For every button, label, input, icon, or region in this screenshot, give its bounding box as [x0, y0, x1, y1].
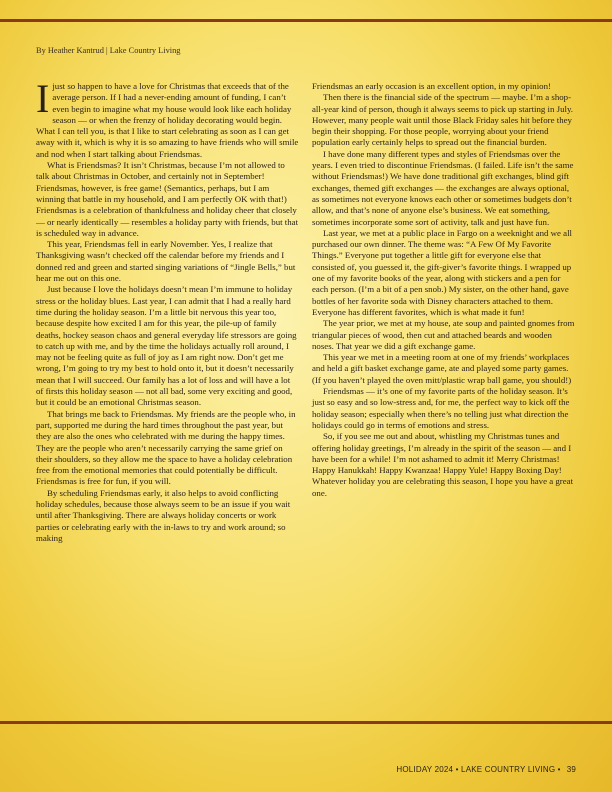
footer-label: HOLIDAY 2024 • LAKE COUNTRY LIVING •: [396, 765, 561, 774]
page-number: 39: [566, 765, 576, 774]
article-paragraph: This year, Friendsmas fell in early November. Yes, I realize that Thanksgiving wasn’t checked off the calendar before my friends and I donned red and green and started singing variations of “Jingle Bells,” but hear me out on this one.: [36, 239, 296, 284]
article-paragraph: Then there is the financial side of the spectrum — maybe. I’m a shop-all-year kind of person, though it always seems to pick up starting in July. However, many people wait until those Black Friday sales hit before they begin their shopping. For those people, worrying about your friend population early certainly helps to spread out the financial burden.: [312, 92, 574, 148]
paragraph-text: just so happen to have a love for Christmas that exceeds that of the average person. If I had a never-ending amount of funding, I can’t even begin to imagine what my house would look like each holiday season — or when the frenzy of holiday decorating would begin. What I can tell you, is that I like to start celebrating as soon as I can get away with it, which is why it is so amazing to have friends who will smile and nod when I start talking about Friendsmas.: [36, 81, 299, 159]
article-paragraph: This year we met in a meeting room at one of my friends’ workplaces and held a gift basket exchange game, ate and played some party games. (If you haven’t played the oven mitt/plastic wrap ball game, you should!): [312, 352, 572, 385]
article-paragraph: Just because I love the holidays doesn’t mean I’m immune to holiday stress or the holiday blues. Last year, I can admit that I had a really hard time during the holiday season. I’m a little bit nervous this year too, because despite how excited I am for this year, the pile-up of family deaths, hockey season chaos and general everyday life stressors are going to catch up with me, and by the time the holidays actually roll around, I may not be feeling quite as full of joy as I am right now. Don’t get me wrong, I’m going to try my best to hold onto it, but it doesn’t necessarily mean that I will succeed. Our family has a lot of loss and will have a lot of firsts this holiday season — not all bad, some very exciting and good, but it could be an emotional Christmas season.: [36, 284, 297, 408]
article-paragraph: Last year, we met at a public place in Fargo on a weeknight and we all purchased our own dinner. The theme was: “A Few Of My Favorite Things.” Everyone put together a little gift for everyone else that consisted of, you guessed it, the gift-giver’s favorite things. I wrapped up one of my favorite books of the year, along with stickers and a pen for each person. (I’m a bit of a pen snob.) My sister, on the other hand, gave bottles of her favorite soda with Disney characters attached to them. Everyone has different favorites, which is what made it fun!: [312, 227, 572, 317]
article-paragraph: Friendsmas an early occasion is an excellent option, in my opinion!: [312, 81, 551, 91]
article-column-left: [36, 76, 299, 544]
page-footer: [396, 765, 576, 774]
article-column-right: [312, 81, 575, 499]
top-rule: [0, 19, 612, 22]
article-paragraph: That brings me back to Friendsmas. My friends are the people who, in part, supported me during the hard times throughout the past year, but they are also the ones who celebrated with me during the happy times. They are the people who aren’t necessarily carrying the same grief on their shoulders, so they allow me the space to have a holiday celebration free from the emotional memories that could potentially be difficult. Friendsmas is free for fun, if you will.: [36, 408, 296, 487]
bottom-rule: [0, 721, 612, 724]
article-paragraph: What is Friendsmas? It isn’t Christmas, because I’m not allowed to talk about Christmas in October, and certainly not in September! Friendsmas, however, is free game! (Semantics, perhaps, but I am winning that battle in my household, and I am perfectly OK with that!) Friendsmas is a celebration of thankfulness and holiday cheer that closely — or nearly identically — resembles a holiday party with friends, but that is scheduled way in advance.: [36, 160, 299, 238]
drop-cap: I: [36, 76, 50, 121]
article-paragraph: So, if you see me out and about, whistling my Christmas tunes and offering holiday greetings, I’m already in the spirit of the season — and I have been for a while! I’m not ashamed to admit it! Merry Christmas! Happy Hanukkah! Happy Kwanzaa! Happy Yule! Happy Boxing Day! Whatever holiday you are celebrating this season, I hope you have a great one.: [312, 431, 574, 498]
byline: By Heather Kantrud | Lake Country Living: [36, 46, 181, 55]
article-paragraph: Friendsmas — it’s one of my favorite parts of the holiday season. It’s just so easy and so low-stress and, for me, the perfect way to kick off the holiday season; especially when there’s no telling just what direction the holidays could go in terms of emotions and stress.: [312, 386, 570, 430]
article-paragraph: By scheduling Friendsmas early, it also helps to avoid conflicting holiday schedules, because those always seem to be an issue if you wait until after Thanksgiving. There are always holiday concerts or work parties or celebrating early with the in-laws to try and work around; so making: [36, 487, 291, 543]
article-paragraph: [36, 76, 299, 160]
article-paragraph: I have done many different types and styles of Friendsmas over the years. I even tried to discontinue Friendsmas. (I failed. Life isn’t the same without Friendsmas!) We have done traditional gift exchanges, blind gift exchanges, themed gift exchanges — the exchanges are always optional, as sometimes not everyone knows each other or sometimes budgets don’t allow, and that’s none of anyone else’s business. We eat something, sometimes incorporate some sort of activity, talk and just have fun.: [312, 148, 574, 227]
article-paragraph: The year prior, we met at my house, ate soup and painted gnomes from triangular pieces of wood, then cut and attached beards and wooden noses. That year we did a gift exchange game.: [312, 318, 575, 351]
